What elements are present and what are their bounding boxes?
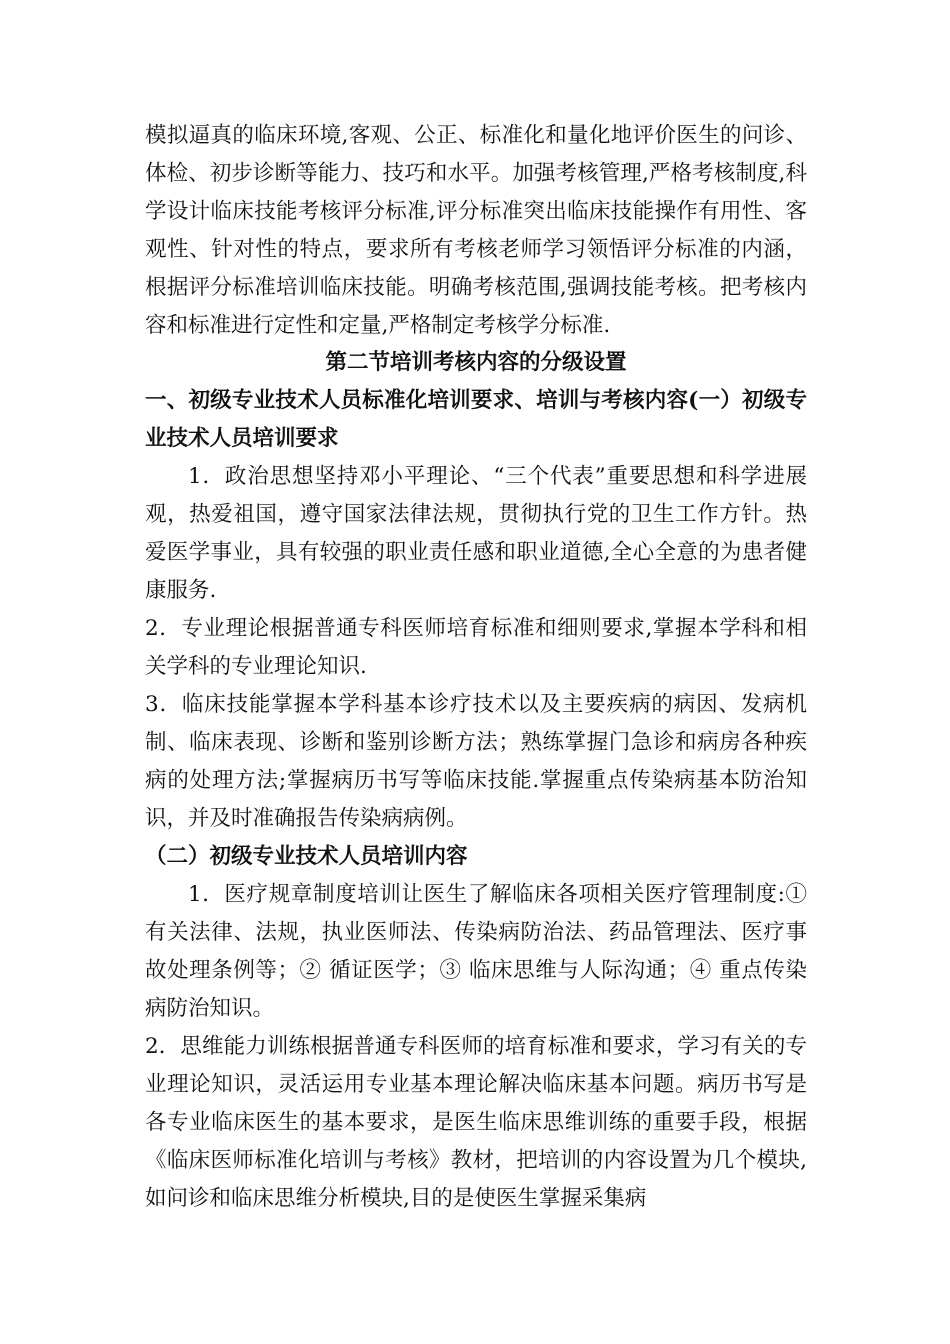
heading-training-content: （二）初级专业技术人员培训内容 xyxy=(145,844,468,869)
requirement-1-political: 1．政治思想坚持邓小平理论、“三个代表”重要思想和科学进展观，热爱祖国，遵守国家法律法规，贯彻执行党的卫生工作方针。热爱医学事业，具有较强的职业责任感和职业道德,全心全意的为患者健康服务. xyxy=(145,464,807,603)
content-2-thinking: 2．思维能力训练根据普通专科医师的培育标准和要求，学习有关的专业理论知识，灵活运用专业基本理论解决临床基本问题。病历书写是各专业临床医生的基本要求，是医生临床思维训练的重要手段，根据《临床医师标准化培训与考核》教材，把培训的内容设置为几个模块,如问诊和临床思维分析模块,目的是使医生掌握采集病 xyxy=(145,1034,807,1211)
content-1-regulations: 1．医疗规章制度培训让医生了解临床各项相关医疗管理制度:① 有关法律、法规，执业医师法、传染病防治法、药品管理法、医疗事故处理条例等；② 循证医学；③ 临床思维与人际沟通；④ 重点传染病防治知识。 xyxy=(145,882,807,1021)
section-title: 第二节培训考核内容的分级设置 xyxy=(325,350,627,375)
intro-paragraph: 模拟逼真的临床环境,客观、公正、标准化和量化地评价医生的问诊、体检、初步诊断等能力、技巧和水平。加强考核管理,严格考核制度,科学设计临床技能考核评分标准,评分标准突出临床技能操作有用性、客观性、针对性的特点，要求所有考核老师学习领悟评分标准的内涵，根据评分标准培训临床技能。明确考核范围,强调技能考核。把考核内容和标准进行定性和定量,严格制定考核学分标准. xyxy=(145,123,807,338)
requirement-2-theory: 2．专业理论根据普通专科医师培育标准和细则要求,掌握本学科和相关学科的专业理论知识. xyxy=(145,616,807,679)
requirement-3-clinical: 3．临床技能掌握本学科基本诊疗技术以及主要疾病的病因、发病机制、临床表现、诊断和鉴别诊断方法；熟练掌握门急诊和病房各种疾病的处理方法;掌握病历书写等临床技能.掌握重点传染病基本防治知识，并及时准确报告传染病病例。 xyxy=(145,692,807,831)
heading-primary-requirements: 一、初级专业技术人员标准化培训要求、培训与考核内容(一）初级专业技术人员培训要求 xyxy=(145,388,807,451)
